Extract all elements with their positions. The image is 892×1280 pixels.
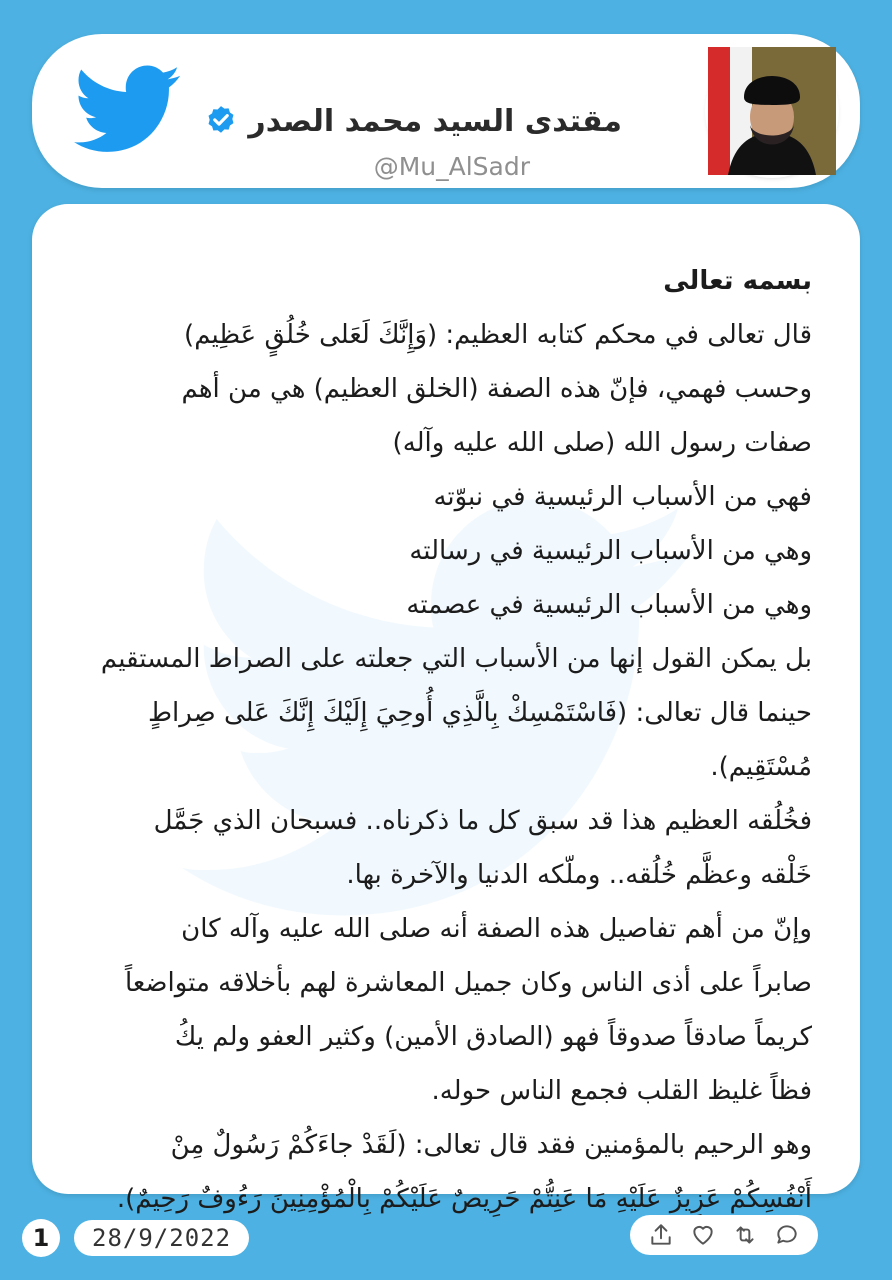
- name-row: [204, 96, 622, 146]
- profile-header: [32, 34, 860, 188]
- tweet-meta: [22, 1218, 249, 1258]
- tweet-line: أَنْفُسِكُمْ عَزِيزٌ عَلَيْهِ مَا عَنِتُّمْ حَرِيصٌ عَلَيْكُمْ بِالْمُؤْمِنِينَ رَءُوفٌ رَحِيمٌ).: [116, 1184, 812, 1214]
- retweet-icon[interactable]: [732, 1222, 758, 1248]
- tweet-line: بسمه تعالى: [663, 266, 812, 296]
- tweet-line: فخُلُقه العظيم هذا قد سبق كل ما ذكرناه.. فسبحان الذي جَمَّل: [153, 806, 812, 836]
- tweet-actions: [630, 1215, 818, 1255]
- reply-icon[interactable]: [774, 1222, 800, 1248]
- verified-badge-icon: [204, 104, 238, 138]
- tweet-line: وهي من الأسباب الرئيسية في عصمته: [406, 590, 812, 620]
- tweet-line: وحسب فهمي، فإنّ هذه الصفة (الخلق العظيم) هي من أهم: [181, 374, 812, 404]
- tweet-line: كريماً صادقاً صدوقاً فهو (الصادق الأمين) وكثير العفو ولم يكُ: [174, 1022, 812, 1052]
- page-count-badge: 1: [22, 1219, 60, 1257]
- tweet-card: [32, 204, 860, 1214]
- share-icon[interactable]: [648, 1222, 674, 1248]
- tweet-line: بل يمكن القول إنها من الأسباب التي جعلته على الصراط المستقيم: [100, 644, 812, 674]
- tweet-line: وهو الرحيم بالمؤمنين فقد قال تعالى: (لَقَدْ جاءَكُمْ رَسُولٌ مِنْ: [170, 1130, 812, 1160]
- like-icon[interactable]: [690, 1222, 716, 1248]
- display-name[interactable]: مقتدى السيد محمد الصدر: [248, 103, 622, 139]
- tweet-line: قال تعالى في محكم كتابه العظيم: (وَإِنَّكَ لَعَلى خُلُقٍ عَظِيم): [184, 320, 812, 350]
- tweet-line: فهي من الأسباب الرئيسية في نبوّته: [433, 482, 812, 512]
- user-handle[interactable]: @Mu_AlSadr: [373, 152, 530, 181]
- tweet-line: فظاً غليظ القلب فجمع الناس حوله.: [431, 1076, 812, 1106]
- tweet-line: صفات رسول الله (صلى الله عليه وآله): [392, 428, 812, 458]
- tweet-date: 28/9/2022: [74, 1220, 249, 1256]
- tweet-line: وإنّ من أهم تفاصيل هذه الصفة أنه صلى الله عليه وآله كان: [181, 914, 812, 944]
- tweet-line: وهي من الأسباب الرئيسية في رسالته: [409, 536, 812, 566]
- twitter-bird-icon: [74, 64, 182, 156]
- tweet-line: صابراً على أذى الناس وكان جميل المعاشرة لهم بأخلاقه متواضعاً: [124, 968, 812, 998]
- tweet-line: خَلْقه وعظَّم خُلُقه.. وملّكه الدنيا والآخرة بها.: [346, 860, 812, 890]
- tweet-text: [70, 254, 812, 1226]
- tweet-line: حينما قال تعالى: (فَاسْتَمْسِكْ بِالَّذِي أُوحِيَ إِلَيْكَ إِنَّكَ عَلى صِراطٍ: [147, 698, 812, 728]
- avatar-portrait-icon: [708, 47, 836, 175]
- tweet-line: مُسْتَقِيم).: [710, 752, 812, 782]
- avatar[interactable]: [708, 47, 836, 175]
